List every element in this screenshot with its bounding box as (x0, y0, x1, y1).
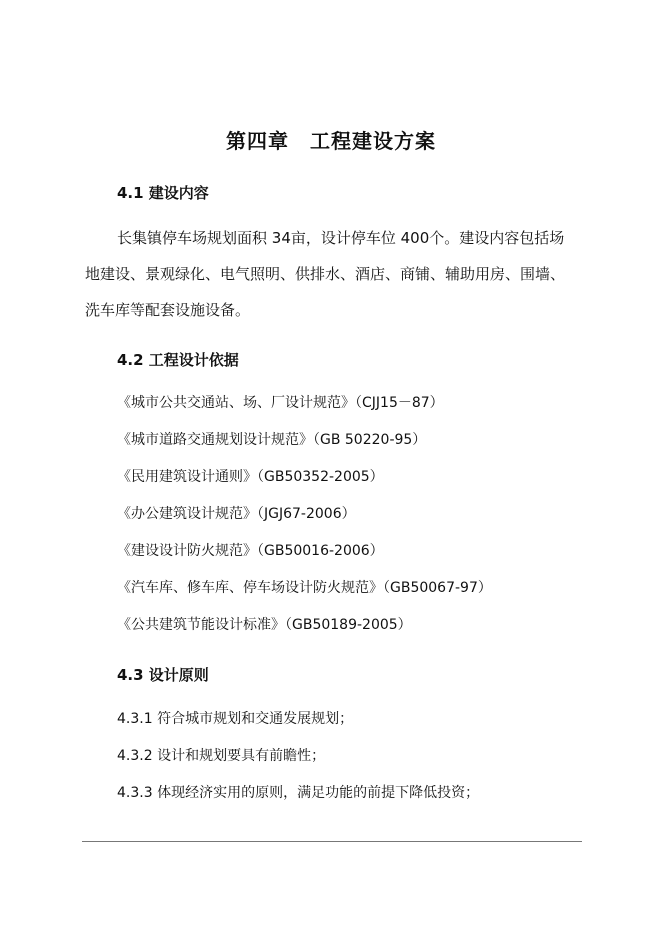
reference-item: 《民用建筑设计通则》（GB50352-2005） (117, 469, 384, 485)
principle-item: 4.3.2 设计和规划要具有前瞻性； (117, 748, 326, 764)
paragraph-line: 地建设、景观绿化、电气照明、供排水、酒店、商铺、辅助用房、围墙、 (85, 265, 566, 283)
section-heading-4-1: 4.1 建设内容 (117, 184, 209, 202)
reference-item: 《建设设计防火规范》（GB50016-2006） (117, 543, 384, 559)
chapter-title: 第四章 工程建设方案 (226, 129, 436, 153)
reference-item: 《汽车库、修车库、停车场设计防火规范》（GB50067-97） (117, 580, 492, 596)
principle-item: 4.3.3 体现经济实用的原则，满足功能的前提下降低投资； (117, 785, 480, 801)
paragraph-line: 洗车库等配套设施设备。 (85, 301, 251, 319)
reference-item: 《城市道路交通规划设计规范》（GB 50220-95） (117, 432, 427, 448)
principle-item: 4.3.1 符合城市规划和交通发展规划； (117, 711, 354, 727)
reference-item: 《城市公共交通站、场、厂设计规范》（CJJ15－87） (117, 395, 444, 411)
reference-item: 《办公建筑设计规范》（JGJ67-2006） (117, 506, 356, 522)
section-heading-4-3: 4.3 设计原则 (117, 666, 209, 684)
paragraph-line: 长集镇停车场规划面积 34亩，设计停车位 400个。建设内容包括场 (117, 229, 565, 247)
footer-divider (82, 841, 582, 842)
reference-item: 《公共建筑节能设计标准》（GB50189-2005） (117, 617, 412, 633)
section-heading-4-2: 4.2 工程设计依据 (117, 351, 239, 369)
